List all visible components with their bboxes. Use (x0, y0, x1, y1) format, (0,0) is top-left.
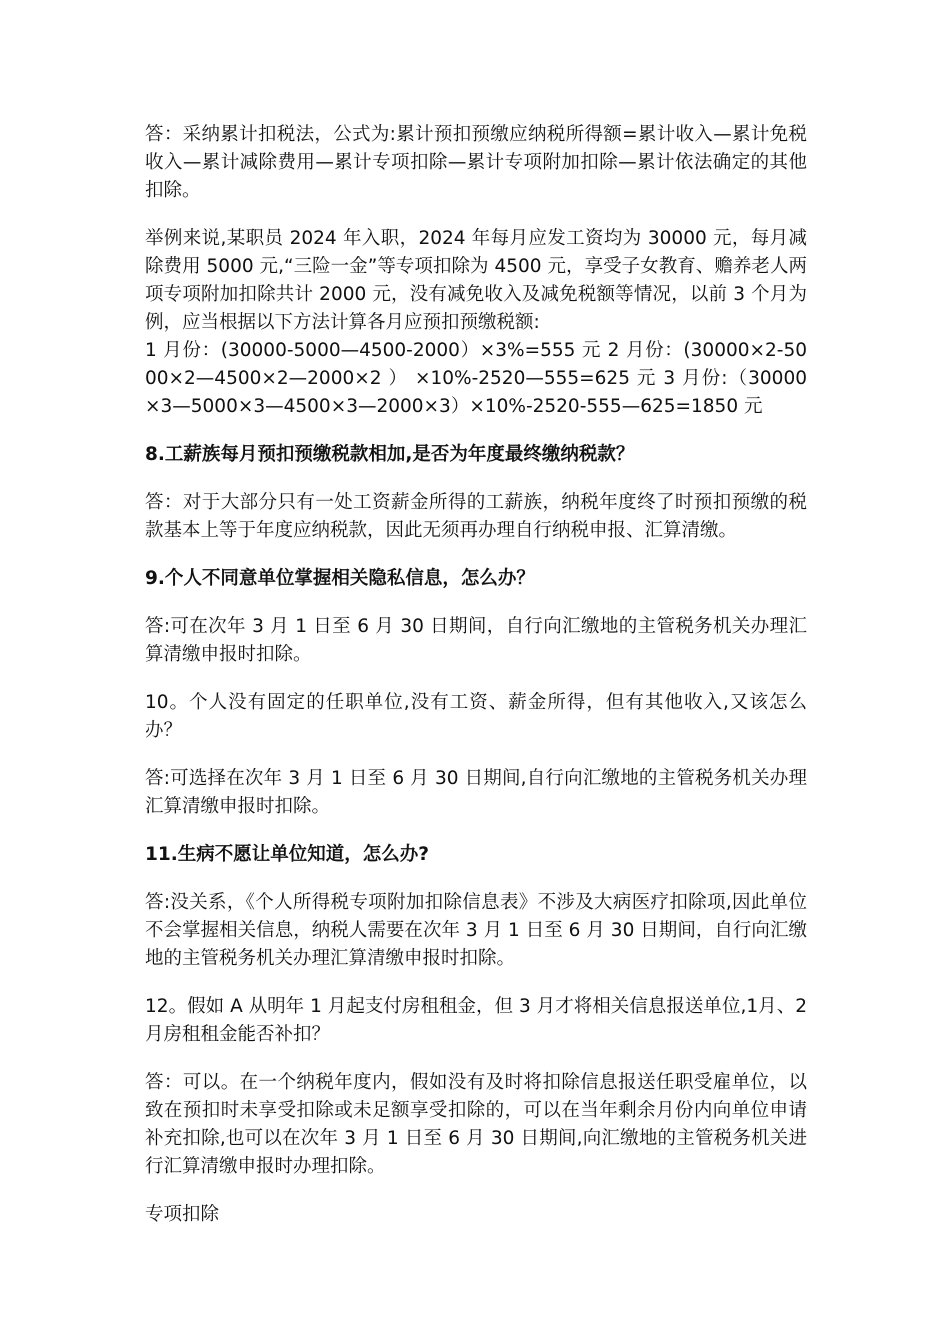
section-label: 专项扣除 (145, 1204, 220, 1225)
answer-paragraph-12: 答：可以。在一个纳税年度内，假如没有及时将扣除信息报送任职受雇单位，以致在预扣时未享受扣除或未足额享受扣除的，可以在当年剩余月份内向单位申请补充扣除,也可以在次年 3 月 1 日至 6 月 30 日期间,向汇缴地的主管税务机关进行汇算清缴申报时办理扣除。 (145, 1072, 807, 1177)
question-paragraph-12: 12。假如 A 从明年 1 月起支付房租租金，但 3 月才将相关信息报送单位,1月、2 月房租租金能否补扣？ (145, 996, 807, 1045)
answer-paragraph-10: 答:可选择在次年 3 月 1 日至 6 月 30 日期间,自行向汇缴地的主管税务机关办理汇算清缴申报时扣除。 (145, 768, 807, 817)
example-paragraph: 举例来说,某职员 2024 年入职，2024 年每月应发工资均为 30000 元，每月减除费用 5000 元,“三险一金”等专项扣除为 4500 元，享受子女教育、赡养老人两项专项附加扣除共计 2000 元，没有减免收入及减免税额等情况，以前 3 个月为例，应当根据以下方法计算各月应预扣预缴税额: (145, 228, 807, 333)
calculation-paragraph: 1 月份：(30000-5000—4500-2000）×3%=555 元 2 月份：(30000×2-5000×2—4500×2—2000×2 ） ×10%-2520—555=625 元 3 月份:（30000×3—5000×3—4500×3—2000×3）×10%-2520-555—625=1850 元 (145, 340, 807, 417)
question-heading-8: 8.工薪族每月预扣预缴税款相加,是否为年度最终缴纳税款？ (145, 444, 635, 465)
document-page (145, 121, 807, 1249)
answer-paragraph: 答：采纳累计扣税法，公式为:累计预扣预缴应纳税所得额=累计收入—累计免税收入—累计减除费用—累计专项扣除—累计专项附加扣除—累计依法确定的其他扣除。 (145, 124, 807, 201)
answer-paragraph-8: 答：对于大部分只有一处工资薪金所得的工薪族，纳税年度终了时预扣预缴的税款基本上等于年度应纳税款，因此无须再办理自行纳税申报、汇算清缴。 (145, 492, 807, 541)
question-heading-9: 9.个人不同意单位掌握相关隐私信息，怎么办？ (145, 568, 535, 589)
answer-paragraph-9: 答:可在次年 3 月 1 日至 6 月 30 日期间，自行向汇缴地的主管税务机关办理汇算清缴申报时扣除。 (145, 616, 807, 665)
question-heading-11: 11.生病不愿让单位知道，怎么办? (145, 844, 430, 865)
answer-paragraph-11: 答:没关系，《个人所得税专项附加扣除信息表》不涉及大病医疗扣除项,因此单位不会掌握相关信息，纳税人需要在次年 3 月 1 日至 6 月 30 日期间，自行向汇缴地的主管税务机关办理汇算清缴申报时扣除。 (145, 892, 807, 969)
question-paragraph-10: 10。个人没有固定的任职单位,没有工资、薪金所得，但有其他收入,又该怎么办？ (145, 692, 807, 741)
